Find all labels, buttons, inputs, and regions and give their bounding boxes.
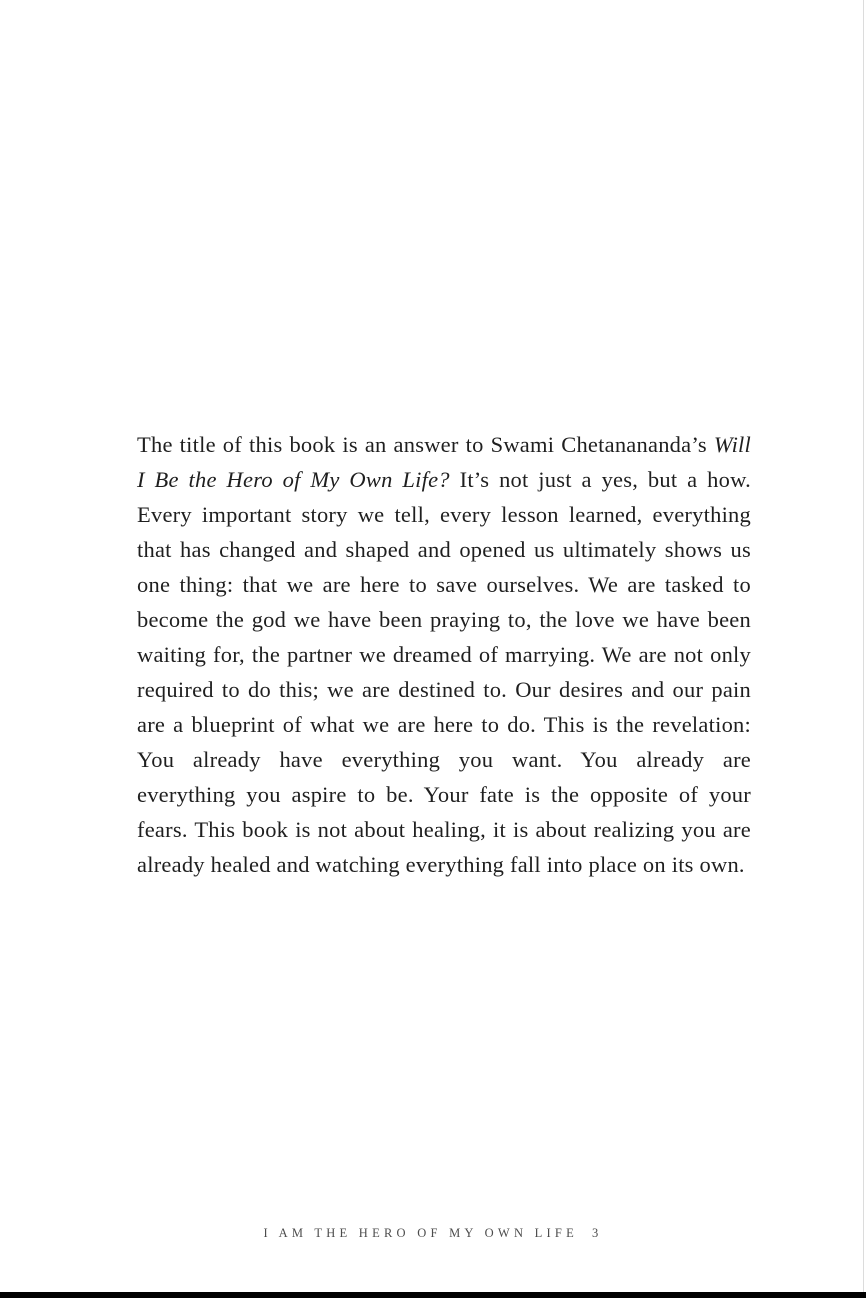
page-edge-line <box>863 0 864 1292</box>
body-paragraph <box>137 427 751 882</box>
paragraph-text-after-title: It’s not just a yes, but a how. Every important story we tell, every lesson learned, everything that has changed and shaped and opened us ultimately shows us one thing: that we are here to save ourselves. We are tasked to become the god we have been praying to, the love we have been waiting for, the partner we dreamed of marrying. We are not only required to do this; we are destined to. Our desires and our pain are a blueprint of what we are here to do. This is the revelation: You already have everything you want. You already are everything you aspire to be. Your fate is the opposite of your fears. This book is not about healing, it is about realizing you are already healed and watching everything fall into place on its own. <box>137 466 751 877</box>
referenced-book-title: Will I Be the Hero of My Own Life? <box>137 431 751 492</box>
paragraph-text-before-title: The title of this book is an answer to Swami Chetanananda’s <box>137 431 714 457</box>
page-number: 3 <box>591 1226 603 1240</box>
bottom-black-bar <box>0 1292 866 1298</box>
page-footer <box>0 1226 866 1241</box>
running-head: I AM THE HERO OF MY OWN LIFE <box>263 1226 578 1240</box>
